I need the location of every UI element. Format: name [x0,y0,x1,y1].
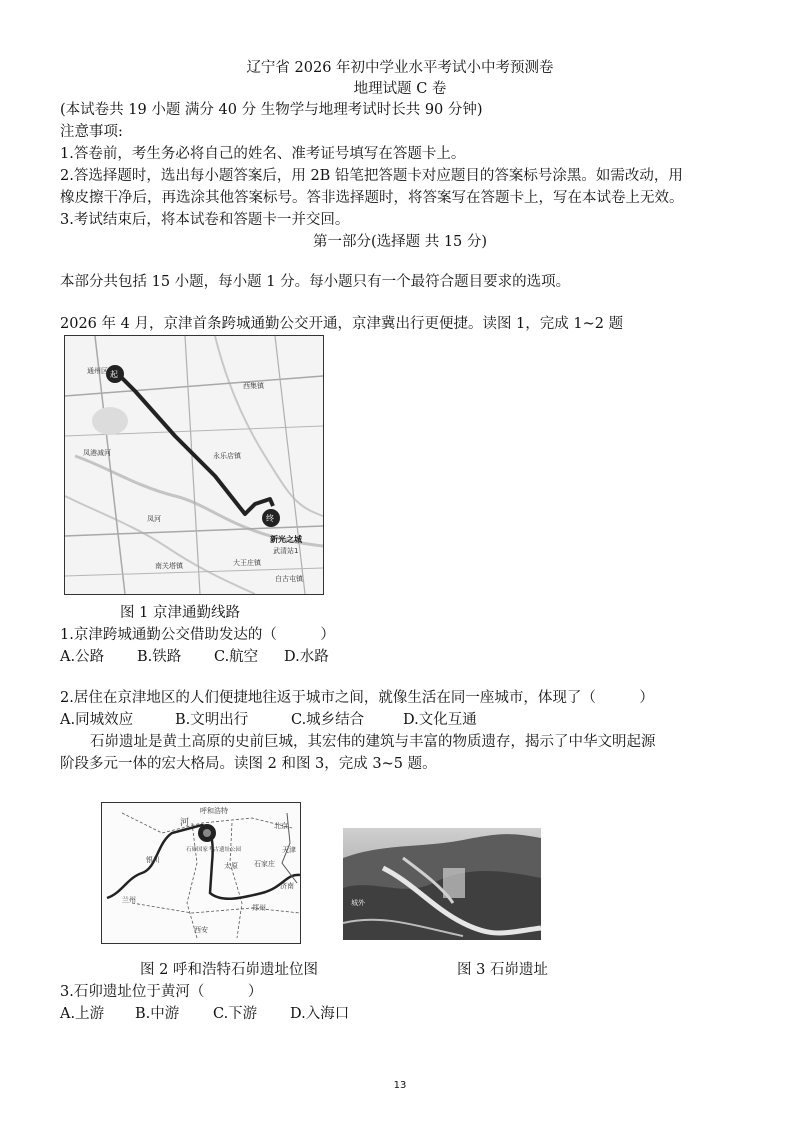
note-item: 1.答卷前，考生务必将自己的姓名、准考证号填写在答题卡上。 [60,146,466,162]
option-b[interactable]: B.文明出行 [175,712,249,728]
photo-label-outer: 城外 [351,899,365,907]
map-label-baigutun: 白古屯镇 [275,575,303,583]
exam-info: (本试卷共 19 小题 满分 40 分 生物学与地理考试时长共 90 分钟) [60,102,483,118]
note-item: 橡皮擦干净后，再选涂其他答案标号。答非选择题时，将答案写在答题卡上，写在本试卷上无效。 [60,190,684,206]
map-label-dawangzhuang: 大王庄镇 [233,559,261,567]
exam-title: 辽宁省 2026 年初中学业水平考试小中考预测卷 [246,60,554,76]
part-intro: 本部分共包括 15 小题，每小题 1 分。每小题只有一个最符合题目要求的选项。 [60,274,571,290]
map-label-start: 起 [110,370,118,379]
question-1-options [60,647,329,667]
map-label-xinguang: 新光之城 [270,535,302,544]
figure-3-photo [343,828,541,940]
figure-2-caption: 图 2 呼和浩特石峁遗址位图 [140,962,318,978]
option-a[interactable]: A.上游 [60,1006,105,1022]
ruins-photo-graphic [343,828,541,940]
map-label-zhengzhou: 郑州 [252,904,266,912]
exam-subtitle: 地理试题 C 卷 [353,81,447,97]
note-item: 2.答选择题时，选出每小题答案后，用 2B 铅笔把答题卡对应题目的答案标号涂黑。如需改动，用 [60,168,683,184]
map-label-tianjin: 天津 [282,846,296,854]
map-label-end: 终 [266,514,274,523]
option-b[interactable]: B.中游 [135,1006,180,1022]
figure-1-map [64,335,324,595]
figure-2-map [101,802,301,944]
note-item: 3.考试结束后，将本试卷和答题卡一并交回。 [60,212,350,228]
map-label-huhehaote: 呼和浩特 [200,807,228,815]
option-c[interactable]: C.城乡结合 [291,712,365,728]
option-d[interactable]: D.文化互通 [403,712,477,728]
map-label-river: 河 [180,818,190,828]
map-label-shijiazhuang: 石家庄 [254,860,275,868]
map-label-xiji: 西集镇 [243,382,264,390]
question-1-stem: 1.京津跨城通勤公交借助发达的（ ） [60,627,335,643]
passage-1: 2026 年 4 月，京津首条跨城通勤公交开通，京津冀出行更便捷。读图 1，完成 1~2 题 [60,316,624,332]
map-label-lanzhou: 兰州 [122,896,136,904]
map-label-yinchuan: 银川 [146,856,160,864]
option-c[interactable]: C.航空 [214,649,259,665]
map-label-yongle: 永乐店镇 [213,452,241,460]
map-label-fenggang: 凤港减河 [83,449,111,457]
option-d[interactable]: D.入海口 [290,1006,350,1022]
passage-2-line-2: 阶段多元一体的宏大格局。读图 2 和图 3，完成 3~5 题。 [60,756,437,772]
option-b[interactable]: B.铁路 [137,649,182,665]
option-a[interactable]: A.同城效应 [60,712,134,728]
option-c[interactable]: C.下游 [213,1006,258,1022]
map-label-site: 石峁国家考古遗址公园 [186,847,242,853]
page-number: 13 [393,1080,407,1091]
map-label-beijing: 北京 [274,822,288,830]
map-label-fenghe: 凤河 [147,515,161,523]
part-title: 第一部分(选择题 共 15 分) [312,234,488,250]
passage-2-line-1: 石峁遗址是黄土高原的史前巨城，其宏伟的建筑与丰富的物质遗存，揭示了中华文明起源 [90,734,656,750]
map-label-tongzhou: 通州区 [87,367,108,375]
map-label-taiyuan: 太原 [224,862,238,870]
map-label-jinan: 济南 [280,882,294,890]
question-2-stem: 2.居住在京津地区的人们便捷地往返于城市之间，就像生活在同一座城市，体现了（ ） [60,690,654,706]
question-3-options [60,1004,349,1024]
option-a[interactable]: A.公路 [60,649,105,665]
map-label-nanjiao: 南关塔镇 [155,562,183,570]
question-2-options [60,710,477,730]
yellow-river-map-graphic [102,803,300,943]
figure-3-caption: 图 3 石峁遗址 [457,962,548,978]
option-d[interactable]: D.水路 [284,649,329,665]
map-label-wuqing: 武清站1 [273,547,299,555]
question-3-stem: 3.石卯遗址位于黄河（ ） [60,984,263,1000]
map-label-xian: 西安 [194,926,208,934]
figure-1-caption: 图 1 京津通勤线路 [120,605,240,621]
notes-heading: 注意事项: [60,124,123,140]
